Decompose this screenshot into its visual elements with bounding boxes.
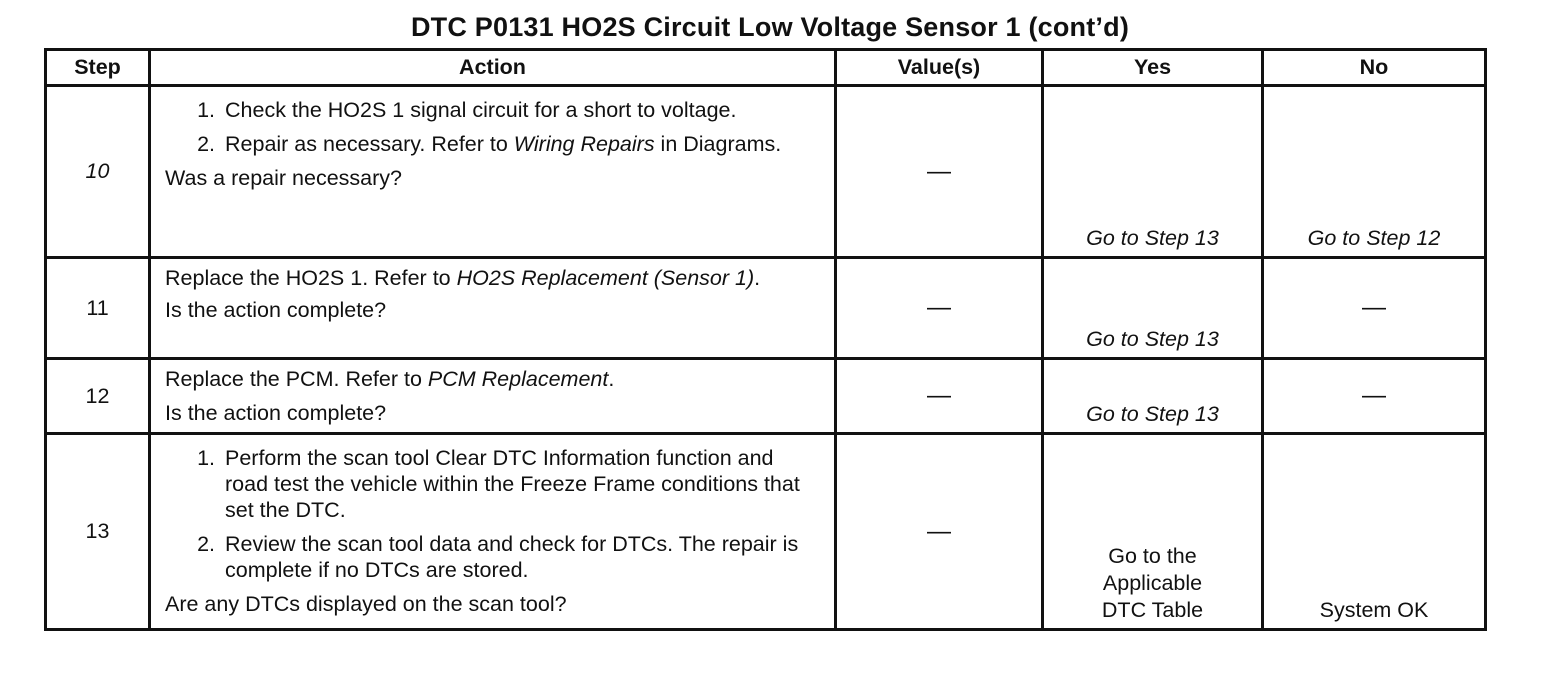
- yes-cell: Go to the Applicable DTC Table: [1043, 434, 1263, 630]
- no-cell: Go to Step 12: [1263, 86, 1486, 258]
- action-text: Replace the HO2S 1. Refer to: [165, 266, 457, 290]
- reference-link: HO2S Replacement (Sensor 1): [456, 266, 755, 290]
- step-number: 10: [46, 86, 150, 258]
- table-row: [46, 86, 1486, 258]
- page-title: DTC P0131 HO2S Circuit Low Voltage Sensor 1 (cont’d): [410, 12, 1130, 42]
- no-cell: —: [1263, 258, 1486, 359]
- value-cell: —: [836, 359, 1043, 434]
- question: Is the action complete?: [165, 298, 387, 322]
- action-cell: [150, 86, 836, 258]
- header-values: Value(s): [836, 50, 1043, 86]
- action-text: in Diagrams.: [654, 132, 782, 156]
- question: Is the action complete?: [165, 401, 387, 425]
- step-number: 12: [46, 359, 150, 434]
- table-row: [46, 434, 1486, 630]
- header-row: [46, 50, 1486, 86]
- yes-cell: Go to Step 13: [1043, 258, 1263, 359]
- action-text: Replace the PCM. Refer to: [165, 367, 428, 391]
- value-cell: —: [836, 86, 1043, 258]
- action-text: .: [608, 367, 615, 391]
- action-text: [165, 366, 822, 392]
- table-row: [46, 359, 1486, 434]
- action-text: .: [754, 266, 761, 290]
- diagnostic-table: [44, 48, 1487, 631]
- action-cell: [150, 258, 836, 359]
- header-action: Action: [150, 50, 836, 86]
- no-cell: System OK: [1263, 434, 1486, 630]
- reference-link: PCM Replacement: [427, 367, 609, 391]
- question: Are any DTCs displayed on the scan tool?: [165, 592, 567, 616]
- value-cell: —: [836, 258, 1043, 359]
- action-text: Repair as necessary. Refer to: [225, 132, 514, 156]
- header-no: No: [1263, 50, 1486, 86]
- question: Was a repair necessary?: [165, 166, 402, 190]
- action-item: 2. Review the scan tool data and check for DTCs. The repair is complete if no DTCs are stored.: [221, 531, 822, 583]
- action-item: 1. Perform the scan tool Clear DTC Information function and road test the vehicle within the Freeze Frame conditions that set the DTC.: [221, 445, 822, 523]
- yes-cell: Go to Step 13: [1043, 359, 1263, 434]
- reference-link: Wiring Repairs: [513, 132, 655, 156]
- no-cell: —: [1263, 359, 1486, 434]
- action-item: 1. Check the HO2S 1 signal circuit for a short to voltage.: [221, 97, 822, 123]
- table-row: [46, 258, 1486, 359]
- step-number: 11: [46, 258, 150, 359]
- action-text: [165, 265, 822, 291]
- action-item: [221, 131, 822, 157]
- header-step: Step: [46, 50, 150, 86]
- yes-cell: Go to Step 13: [1043, 86, 1263, 258]
- action-cell: [150, 359, 836, 434]
- step-number: 13: [46, 434, 150, 630]
- action-cell: [150, 434, 836, 630]
- header-yes: Yes: [1043, 50, 1263, 86]
- value-cell: —: [836, 434, 1043, 630]
